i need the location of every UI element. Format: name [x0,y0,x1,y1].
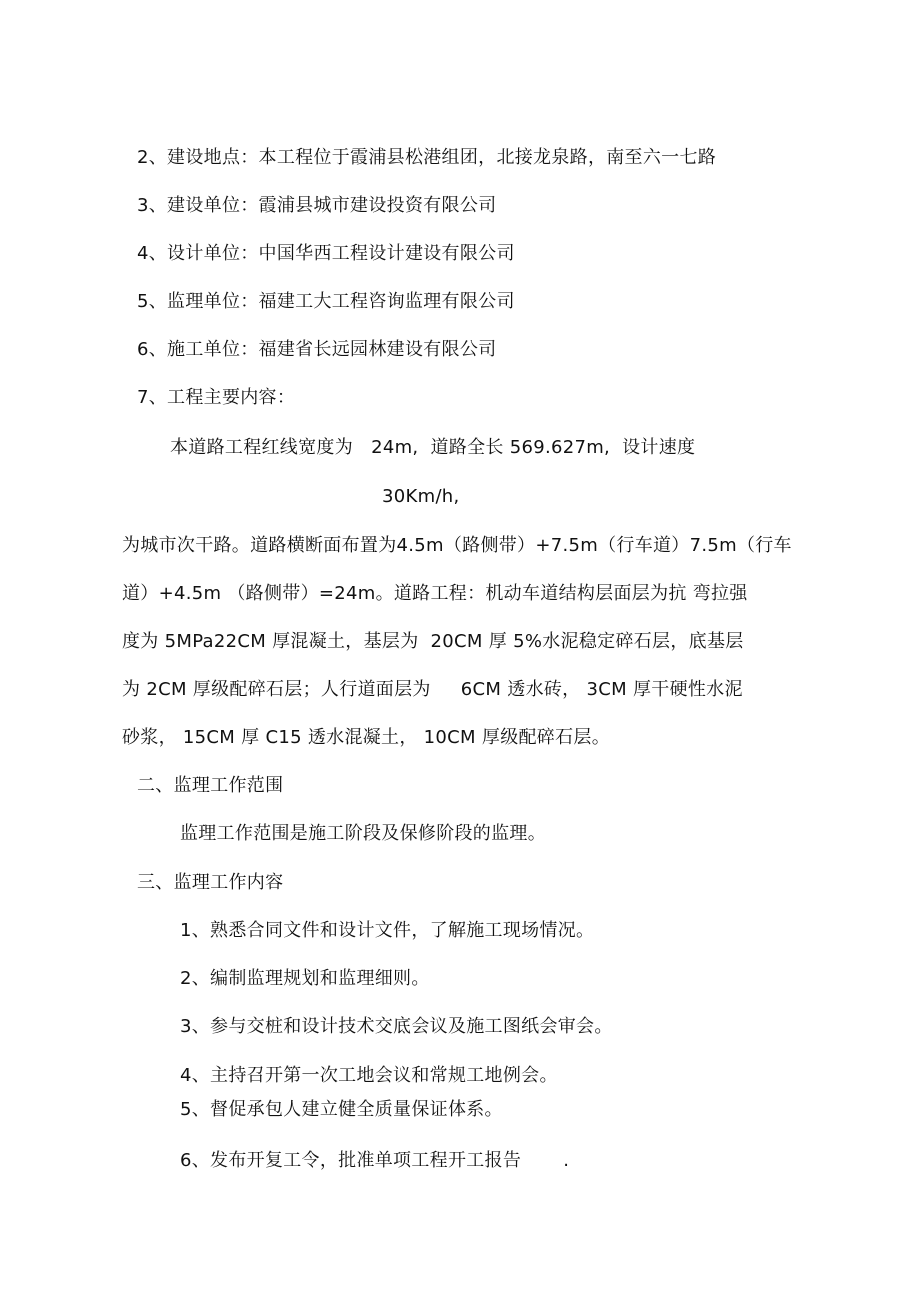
project-designer: 4、设计单位：中国华西工程设计建设有限公司 [137,243,515,264]
list-item: 2、编制监理规划和监理细则。 [180,968,430,989]
content-line-1: 本道路工程红线宽度为 24m, 道路全长 569.627m, 设计速度 [170,437,696,458]
content-line-2: 30Km/h, [382,486,460,507]
list-item: 6、发布开复工令，批准单项工程开工报告 . [180,1150,570,1171]
section-2-text: 监理工作范围是施工阶段及保修阶段的监理。 [180,823,546,844]
project-contractor: 6、施工单位：福建省长远园林建设有限公司 [137,339,497,360]
list-item: 5、督促承包人建立健全质量保证体系。 [180,1099,503,1120]
content-line-3: 为城市次干路。道路横断面布置为4.5m（路侧带）+7.5m（行车道）7.5m（行车 [122,535,792,556]
content-line-6: 为 2CM 厚级配碎石层；人行道面层为 6CM 透水砖， 3CM 厚干硬性水泥 [122,679,743,700]
content-line-7: 砂浆， 15CM 厚 C15 透水混凝土， 10CM 厚级配碎石层。 [122,727,611,748]
project-owner: 3、建设单位：霞浦县城市建设投资有限公司 [137,195,497,216]
list-item: 1、熟悉合同文件和设计文件，了解施工现场情况。 [180,920,595,941]
project-location: 2、建设地点：本工程位于霞浦县松港组团，北接龙泉路，南至六一七路 [137,147,717,168]
project-supervisor: 5、监理单位：福建工大工程咨询监理有限公司 [137,291,515,312]
section-3-heading: 三、监理工作内容 [137,872,284,893]
list-item: 4、主持召开第一次工地会议和常规工地例会。 [180,1065,558,1086]
content-heading: 7、工程主要内容： [137,387,296,408]
content-line-5: 度为 5MPa22CM 厚混凝土，基层为 20CM 厚 5%水泥稳定碎石层，底基层 [122,631,744,652]
list-item: 3、参与交桩和设计技术交底会议及施工图纸会审会。 [180,1016,613,1037]
section-2-heading: 二、监理工作范围 [137,775,284,796]
content-line-4: 道）+4.5m （路侧带）=24m。道路工程：机动车道结构层面层为抗 弯拉强 [122,583,748,604]
